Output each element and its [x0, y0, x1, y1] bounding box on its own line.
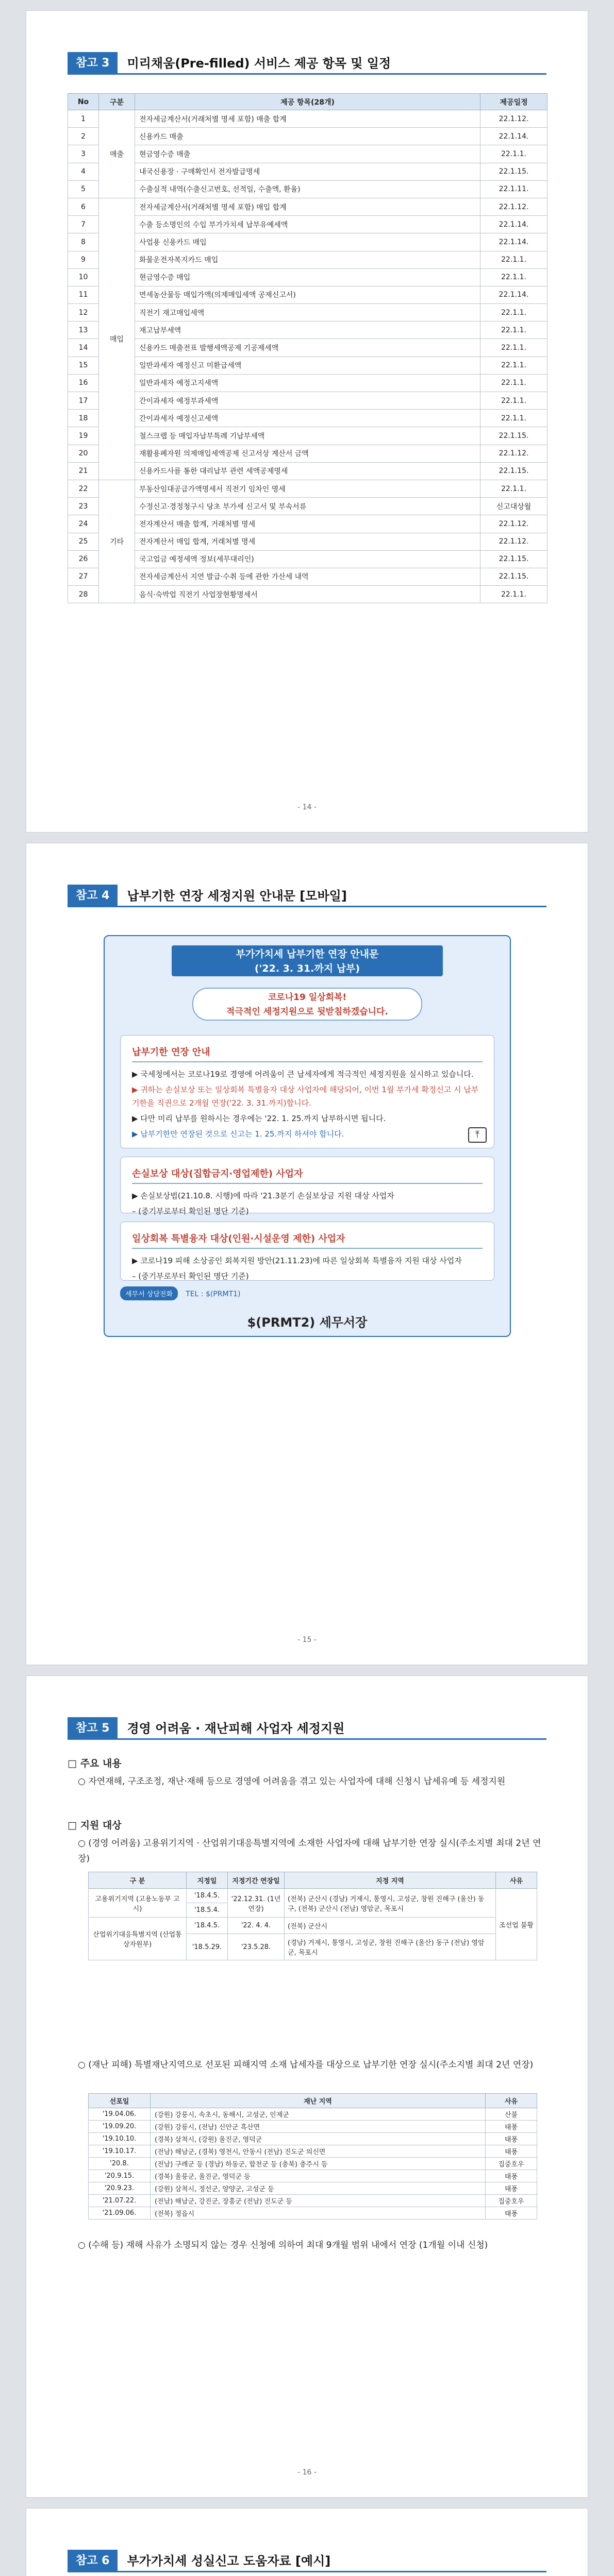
table-row: 24 전자계산서 매출 합계, 거래처별 명세 22.1.12.	[68, 515, 547, 533]
table-row: 23 수정신고·경정청구시 당초 부가세 신고서 및 부속서류 신고대상월	[68, 498, 547, 515]
box-title: 일상회복 특별융자 대상(인원·시설운영 제한) 사업자	[132, 1231, 483, 1249]
page-heading	[68, 2550, 546, 2572]
table-row: '20.8. (전남) 구례군 등 (경남) 하동군, 합천군 등 (충북) 충주시 등 집중호우	[89, 2158, 537, 2170]
table-row: 고용위기지역 (고용노동부 고시) '18.4.5. '22.12.31. (1년 연장) (전북) 군산시 (경남) 거제시, 통영시, 고성군, 창원 진해구 (울산) 동구, (전북) 군산시 (전남) 영암군, 목포시 조선업 불황	[89, 1889, 537, 1903]
table-row: 26 국고업금 예정세액 정보(세무대리인) 22.1.15.	[68, 550, 547, 568]
table-row: 4 내국신용장 · 구매확인서 전자발급명세 22.1.15.	[68, 163, 547, 180]
reference-tag: 참고 4	[68, 885, 118, 907]
help-phone[interactable]: TEL : $(PRMT1)	[186, 1290, 241, 1298]
table-row: 17 간이과세자 예정부과세액 22.1.1.	[68, 392, 547, 410]
table-row: 10 현금영수증 매입 22.1.1.	[68, 268, 547, 286]
table-row: 11 면세농산물등 매입가액(의제매입세액 공제신고서) 22.1.14.	[68, 286, 547, 303]
paragraph: ○ 자연재해, 구조조정, 재난·재해 등으로 경영에 어려움을 겪고 있는 사업자에 대해 신청시 납세유예 등 세정지원	[78, 1776, 506, 1787]
page-title: 미리채움(Pre-filled) 서비스 제공 항목 및 일정	[127, 56, 391, 71]
document-page-15	[26, 843, 588, 1665]
table-row: 14 신용카드 매출전표 발행세액공제 기공제세액 22.1.1.	[68, 339, 547, 357]
table-row: 28 음식·숙박업 직전기 사업장현황명세서 22.1.1.	[68, 586, 547, 603]
reference-tag: 참고 3	[68, 52, 118, 75]
table-row: 7 수출 등소명인의 수입 부가가치세 납부유예세액 22.1.14.	[68, 216, 547, 233]
col-item: 제공 항목(28개)	[135, 94, 480, 110]
reference-tag: 참고 5	[68, 1717, 118, 1740]
page-number: - 15 -	[297, 1636, 317, 1644]
mobile-notice	[104, 935, 511, 1337]
section-heading: □ 주요 내용	[68, 1758, 122, 1769]
box-title: 손실보상 대상(집합금지·영업제한) 사업자	[132, 1166, 483, 1184]
table-row: '20.9.15. (경북) 울릉군, 울진군, 영덕군 등 태풍	[89, 2170, 537, 2182]
document-page-17	[26, 2508, 588, 2576]
page-heading	[68, 1717, 546, 1740]
table-row: '19.10.10. (경북) 삼척시, (강원) 울진군, 영덕군 태풍	[89, 2133, 537, 2145]
notice-banner: 부가가치세 납부기한 연장 안내문 ('22. 3. 31.까지 납부)	[172, 945, 443, 976]
table-row: 3 현금영수증 매출 22.1.1.	[68, 145, 547, 163]
table-row: 20 재활용폐자원 의제매입세액공제 신고서상 계산서 금액 22.1.12.	[68, 445, 547, 462]
box-title: 납부기한 연장 안내	[132, 1045, 483, 1062]
table-row: 1 매출 전자세금계산서(거래처별 명세 포함) 매출 합계 22.1.12.	[68, 110, 547, 128]
crisis-region-table: 구 분 지정일 지정기간 연장일 지정 지역 사유 고용위기지역 (고용노동부 고시) '18.4.5. '22.12.31. (1년 연장) (전북) 군산시 (경남) 거제시, 통영시, 고성군, 창원 진해구 (울산) 동구, (전북) 군산시 (전남) 영암군, 목포시 조선업 불황 '18.5.4. 산업위기대응특별지역 (산업통상자원부) '18.4.5. '22. 4. 4. (전북) 군산시 '18.5.29. '23.5.28. (경남) 거제시, 통영시, 고성군, 창원 진해구 (울산) 동구 (전남) 영암군, 목포시	[88, 1872, 537, 1960]
page-heading	[68, 885, 546, 907]
table-row: 9 화물운전자복지카드 매입 22.1.1.	[68, 251, 547, 268]
recovery-loan-box: 일상회복 특별융자 대상(인원·시설운영 제한) 사업자 ▶ 코로나19 피해 소상공인 회복지원 방안(21.11.23)에 따른 일상회복 특별융자 지원 대상 사업자 – (중기부로부터 확인된 명단 기준)	[120, 1222, 494, 1281]
reference-tag: 참고 6	[68, 2550, 118, 2572]
scroll-top-icon[interactable]: ⤒	[468, 1127, 487, 1143]
table-row: '19.09.20. (강원) 강릉시, (전남) 신안군 흑산면 태풍	[89, 2121, 537, 2133]
page-heading	[68, 52, 546, 75]
extension-guide-box: 납부기한 연장 안내 ▶ 국세청에서는 코로나19로 경영에 어려움이 큰 납세자에게 적극적인 세정지원을 실시하고 있습니다. ▶ 귀하는 손실보상 또는 일상회복 특별융자 대상 사업자에 해당되어, 이번 1월 부가세 확정신고 시 납부기한을 직권으로 2개월 연장('22. 3. 31.까지)합니다. ▶ 다만 미리 납부를 원하시는 경우에는 '22. 1. 25.까지 납부하시면 됩니다. ▶ 납부기한만 연장된 것으로 신고는 1. 25.까지 하셔야 합니다. ⤒	[120, 1035, 494, 1148]
paragraph: ○ (재난 피해) 특별재난지역으로 선포된 피해지역 소재 납세자를 대상으로 납부기한 연장 실시(주소지별 최대 2년 연장)	[78, 2060, 534, 2070]
page-title: 부가가치세 성실신고 도움자료 [예시]	[127, 2554, 331, 2568]
help-label: 세무서 상담전화	[120, 1286, 178, 1300]
table-row: 25 전자계산서 매입 합계, 거래처별 명세 22.1.12.	[68, 533, 547, 550]
table-row: '20.9.23. (강원) 삼척시, 정선군, 양양군, 고성군 등 태풍	[89, 2182, 537, 2195]
section-heading: □ 지원 대상	[68, 1820, 122, 1831]
table-row: 5 수출실적 내역(수출신고번호, 선적일, 수출액, 환율) 22.1.11.	[68, 180, 547, 198]
page-number: - 14 -	[297, 803, 317, 811]
page-number: - 16 -	[297, 2468, 317, 2477]
help-contact	[120, 1286, 241, 1300]
table-row: '18.5.4.	[89, 1903, 537, 1918]
table-row: '21.09.06. (전북) 정읍시 태풍	[89, 2207, 537, 2219]
table-row: 22 기타 부동산임대공급가액명세서 직전기 임차인 명세 22.1.1.	[68, 480, 547, 497]
table-row: '18.5.29. '23.5.28. (경남) 거제시, 통영시, 고성군, 창원 진해구 (울산) 동구 (전남) 영암군, 목포시	[89, 1934, 537, 1960]
document-page-14	[26, 10, 588, 833]
col-no: No	[68, 94, 99, 110]
page-title: 경영 어려움 · 재난피해 사업자 세정지원	[127, 1721, 345, 1736]
table-row: 2 신용카드 매출 22.1.14.	[68, 128, 547, 145]
table-row: '19.04.06. (강원) 강릉시, 속초시, 동해시, 고성군, 인제군 산불	[89, 2108, 537, 2121]
col-category: 구분	[99, 94, 135, 110]
tax-office-name: $(PRMT2) 세무서장	[247, 1315, 368, 1330]
table-row: 27 전자세금계산서 지연 발급·수취 등에 관한 가산세 내역 22.1.15.	[68, 568, 547, 585]
covid-recovery-notice: 코로나19 일상회복! 적극적인 세정지원으로 뒷받침하겠습니다.	[192, 988, 422, 1021]
table-row: 산업위기대응특별지역 (산업통상자원부) '18.4.5. '22. 4. 4. (전북) 군산시	[89, 1918, 537, 1934]
table-row: 12 직전기 재고매입세액 22.1.1.	[68, 304, 547, 321]
page-title: 납부기한 연장 세정지원 안내문 [모바일]	[127, 889, 347, 903]
table-header-row	[68, 94, 547, 110]
document-page-16	[26, 1675, 588, 2498]
paragraph: ○ (수해 등) 재해 사유가 소명되지 않는 경우 신청에 의하여 최대 9개월 범위 내에서 연장 (1개월 이내 신청)	[78, 2240, 488, 2250]
prefilled-items-table	[68, 93, 547, 603]
table-row: 6 매입 전자세금계산서(거래처별 명세 포함) 매입 합계 22.1.12.	[68, 198, 547, 215]
table-row: 15 일반과세자 예정신고 미환급세액 22.1.1.	[68, 357, 547, 374]
col-date: 제공일정	[480, 94, 547, 110]
disaster-region-table: 선포일 재난 지역 사유 '19.04.06. (강원) 강릉시, 속초시, 동해시, 고성군, 인제군 산불 '19.09.20. (강원) 강릉시, (전남) 신안군 흑산면 태풍 '19.10.10. (경북) 삼척시, (강원) 울진군, 영덕군 태풍 '19.10.17. (전남) 해남군, (경북) 영천시, 안동시 (전남) 진도군 의신면 태풍 '20.8. (전남) 구례군 등 (경남) 하동군, 합천군 등 (충북) 충주시 등 집중호우 '20.9.15. (경북) 울릉군, 울진군, 영덕군 등 태풍 '20.9.23. (강원) 삼척시, 정선군, 양양군, 고성군 등 태풍 '21.07.22. (전남) 해남군, 강진군, 장흥군 (전남) 진도군 등 집중호우 '21.09.06. (전북) 정읍시 태풍	[88, 2093, 537, 2219]
table-row: 19 철스크랩 등 매입자납부특례 기납부세액 22.1.15.	[68, 427, 547, 445]
table-body	[68, 110, 547, 603]
table-body	[89, 2108, 537, 2219]
table-row: 8 사업용 신용카드 매입 22.1.14.	[68, 233, 547, 251]
table-row: '21.07.22. (전남) 해남군, 강진군, 장흥군 (전남) 진도군 등 집중호우	[89, 2195, 537, 2207]
table-row: 13 재고납부세액 22.1.1.	[68, 321, 547, 339]
loss-compensation-box: 손실보상 대상(집합금지·영업제한) 사업자 ▶ 손실보상법(21.10.8. 시행)에 따라 '21.3분기 손실보상금 지원 대상 사업자 – (중기부로부터 확인된 명단 기준)	[120, 1157, 494, 1213]
table-row: 18 간이과세자 예정신고세액 22.1.1.	[68, 410, 547, 427]
table-row: 16 일반과세자 예정고지세액 22.1.1.	[68, 374, 547, 392]
paragraph: ○ (경영 어려움) 고용위기지역 · 산업위기대응특별지역에 소재한 사업자에 대해 납부기한 연장 실시(주소지별 최대 2년 연장)	[78, 1838, 541, 1864]
table-row: 21 신용카드사를 통한 대리납부 관련 세액공제명세 22.1.15.	[68, 462, 547, 480]
table-row: '19.10.17. (전남) 해남군, (경북) 영천시, 안동시 (전남) 진도군 의신면 태풍	[89, 2145, 537, 2158]
